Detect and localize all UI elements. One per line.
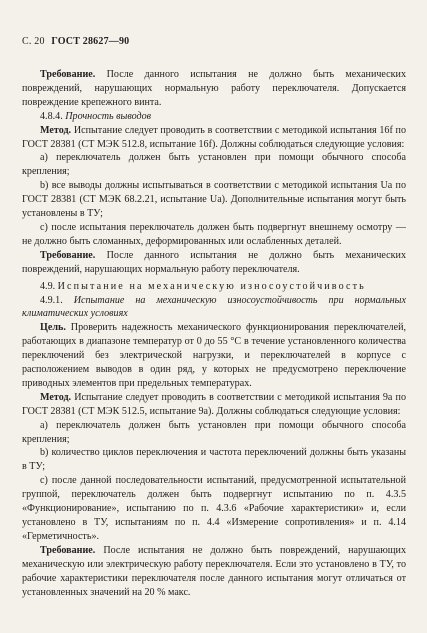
section-heading-4-8-4: [22, 110, 406, 124]
requirement-text: После испытания не должно быть повреждений, нарушающих механическую или электрическую работу переключателя. Если это установлено в ТУ, то рабочие характеристики переключателя после данного испытания могут отличаться от установленных значений на 20 % макс.: [22, 544, 406, 598]
section-heading-4-9-1: [22, 294, 406, 322]
section-number: 4.9.: [40, 280, 56, 292]
condition-c-1: c) после испытания переключатель должен быть подвергнут внешнему осмотру — не должно быть сломанных, деформированных или ослабленных деталей.: [22, 221, 406, 247]
condition-b-2: b) количество циклов переключения и частота переключений должны быть указаны в ТУ;: [22, 447, 406, 473]
requirement-paragraph-3: [22, 544, 406, 600]
condition-c-2: c) после данной последовательности испытаний, предусмотренной испытательной группой, переключатель должен быть подвергнут испытанию по п. 4.3.5 «Функционирование», испытанию по п. 4.3.6 «Рабочие характеристики» и, если установлено в ТУ, испытаниям по п. 4.4 «Измерение сопротивления» и п. 4.14 «Герметичность».: [22, 475, 406, 542]
page-header: [22, 36, 129, 47]
requirement-paragraph-1: [22, 68, 406, 110]
requirement-label: Требование.: [40, 249, 96, 261]
section-number: 4.8.4.: [40, 110, 63, 122]
section-title: Испытание на механическую износоустойчивость при нормальных климатических условиях: [22, 294, 406, 320]
purpose-paragraph: [22, 321, 406, 391]
method-text: Испытание следует проводить в соответствии с методикой испытания 9а по ГОСТ 28381 (СТ МЭК 512.5, испытание 9а). Должны соблюдаться следующие условия:: [22, 391, 406, 417]
requirement-paragraph-2: [22, 249, 406, 277]
requirement-label: Требование.: [40, 69, 96, 80]
section-title: Прочность выводов: [65, 110, 152, 122]
requirement-text: После данного испытания не должно быть механических повреждений, нарушающих нормальную работу переключателя. Допускается повреждение крепежного винта.: [22, 69, 406, 108]
section-heading-4-9: [22, 280, 406, 294]
method-label: Метод.: [40, 124, 72, 136]
condition-b-1: b) все выводы должны испытываться в соответствии с методикой испытания Ua по ГОСТ 28381 (СТ МЭК 68.2.21, испытание Ua). Дополнительные испытания могут быть установлены в ТУ;: [22, 180, 406, 220]
method-label: Метод.: [40, 391, 72, 403]
purpose-label: Цель.: [40, 322, 66, 334]
method-paragraph-1: [22, 124, 406, 152]
section-number: 4.9.1.: [40, 294, 63, 306]
requirement-text: После данного испытания не должно быть механических повреждений, нарушающих нормальную работу переключателя.: [22, 249, 406, 275]
page-number: С. 20: [22, 36, 45, 47]
standard-code: ГОСТ 28627—90: [51, 36, 130, 47]
document-body: [22, 68, 406, 599]
method-text: Испытание следует проводить в соответствии с методикой испытания 16f по ГОСТ 28381 (СТ МЭК 512.8, испытание 16f). Должны соблюдаться следующие условия:: [22, 124, 406, 150]
section-title: Испытание на механическую износоустойчивость: [57, 280, 366, 292]
method-paragraph-2: [22, 391, 406, 419]
purpose-text: Проверить надежность механического функционирования переключателей, работающих в диапазоне температур от 0 до 55 °С в течение установленного количества переключений без электрической нагрузки, и переключателей в корпусе с расположением выводов в один ряд, у которых не предусмотрено переключение приводных элементов при предельных температурах.: [22, 322, 406, 389]
condition-a-1: а) переключатель должен быть установлен при помощи обычного способа крепления;: [22, 152, 406, 178]
condition-a-2: а) переключатель должен быть установлен при помощи обычного способа крепления;: [22, 419, 406, 445]
requirement-label: Требование.: [40, 544, 96, 556]
